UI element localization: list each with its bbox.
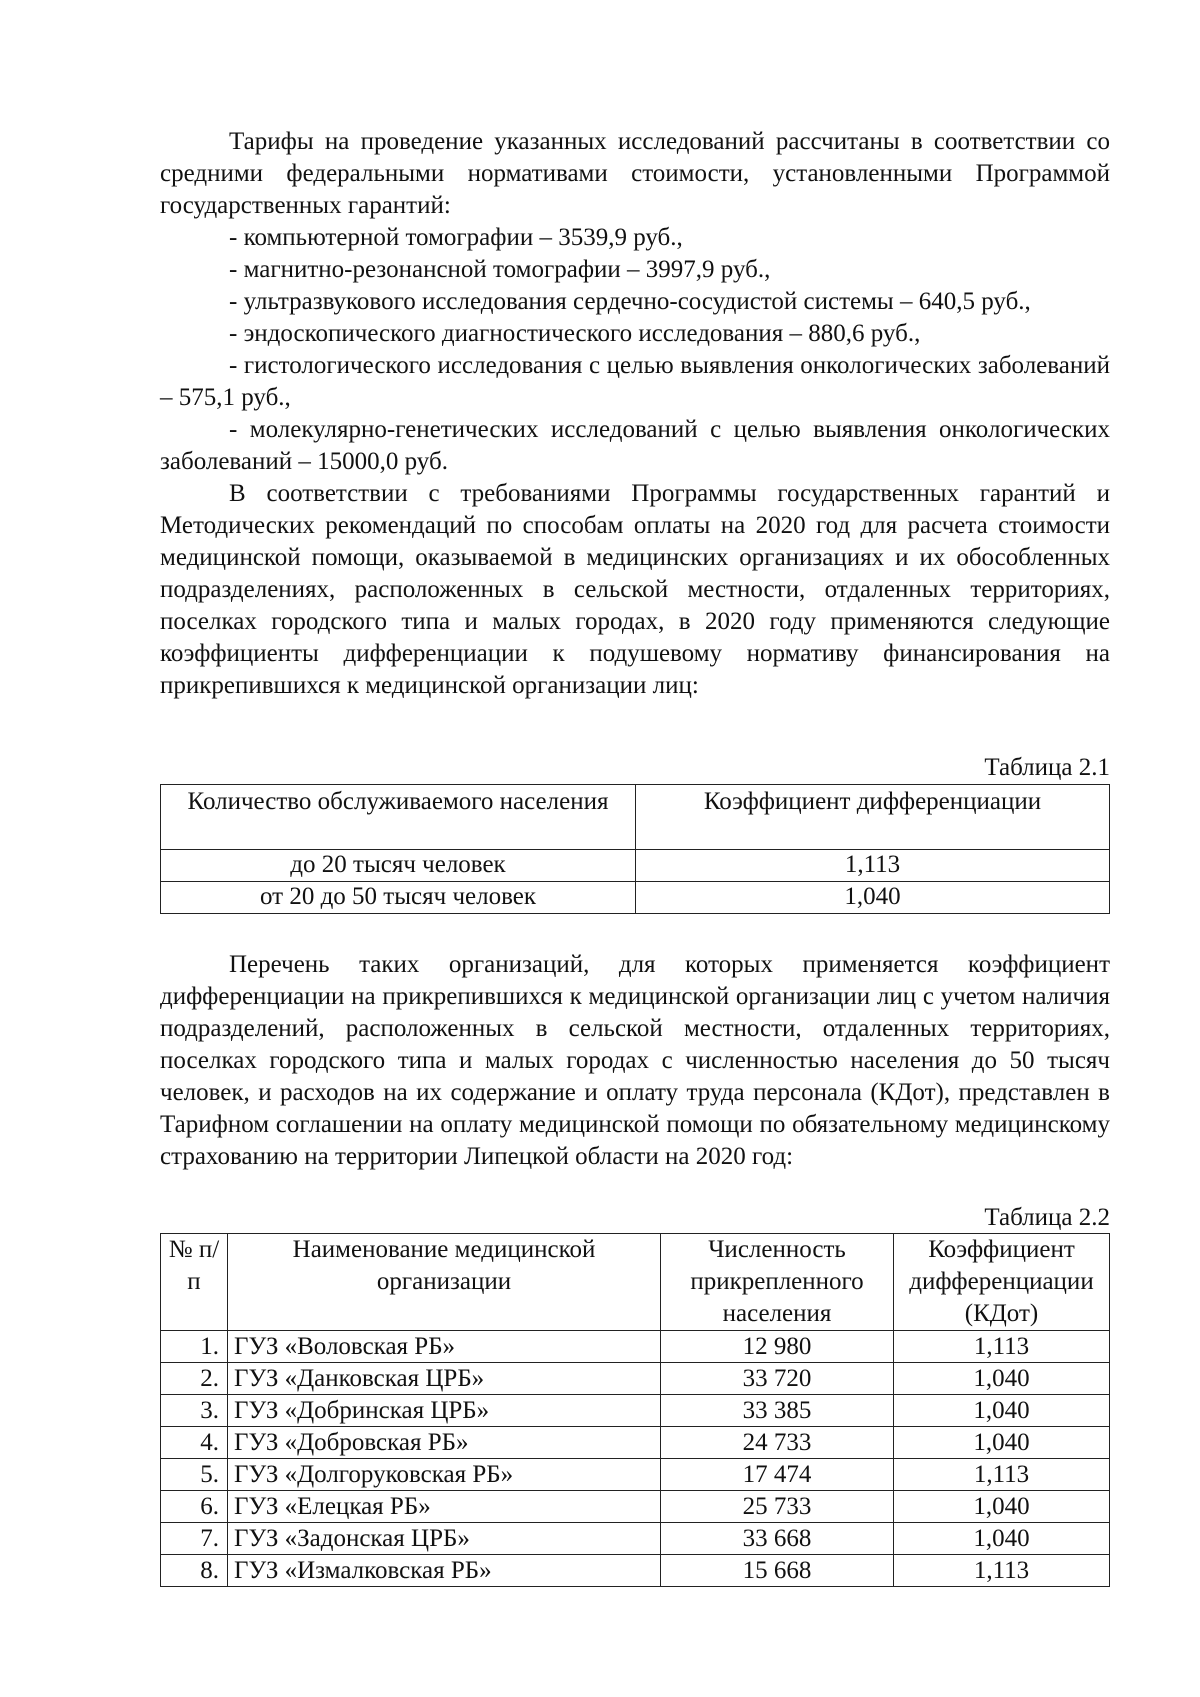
table-2 [160,1233,1110,1587]
table-header-cell: Коэффициент дифференциации [636,785,1110,850]
table-header-row [161,785,1110,850]
table-header-cell: Коэффициент дифференциации (КДот) [894,1234,1110,1331]
table-row [161,1555,1110,1587]
table-cell: 1,040 [894,1395,1110,1427]
table-header-cell: Количество обслуживаемого населения [161,785,636,850]
table-cell: 1,040 [636,882,1110,914]
table-row [161,1459,1110,1491]
table-cell: 17 474 [661,1459,894,1491]
table-cell: ГУЗ «Измалковская РБ» [228,1555,661,1587]
list-item: - молекулярно-генетических исследований с целью выявления онкологических заболеваний – 15000,0 руб. [160,416,1110,475]
paragraph-2: В соответствии с требованиями Программы государственных гарантий и Методических рекомендаций по способам оплаты на 2020 год для расчета стоимости медицинской помощи, оказываемой в медицинских организациях и их обособленных подразделениях, расположенных в сельской местности, отдаленных территориях, поселках городского типа и малых городах, в 2020 году применяются следующие коэффициенты дифференциации к подушевому нормативу финансирования на прикрепившихся к медицинской организации лиц: [160,480,1110,699]
table-row [161,1363,1110,1395]
list-item: - гистологического исследования с целью выявления онкологических заболеваний – 575,1 руб., [160,352,1110,411]
table-1 [160,784,1110,914]
table-cell: 1,040 [894,1427,1110,1459]
list-item: - ультразвукового исследования сердечно-сосудистой системы – 640,5 руб., [229,288,1031,315]
table-header-cell: Численность прикрепленного населения [661,1234,894,1331]
table-row [161,1395,1110,1427]
paragraph-3: Перечень таких организаций, для которых применяется коэффициент дифференциации на прикрепившихся к медицинской организации лиц с учетом наличия подразделений, расположенных в сельской местности, отдаленных территориях, поселках городского типа и малых городах с численностью населения до 50 тысяч человек, и расходов на их содержание и оплату труда персонала (КДот), представлен в Тарифном соглашении на оплату медицинской помощи по обязательному медицинскому страхованию на территории Липецкой области на 2020 год: [160,951,1110,1170]
table-cell: 1,040 [894,1491,1110,1523]
table-cell: 2. [161,1363,228,1395]
table-row [161,1523,1110,1555]
table-cell: 1,040 [894,1523,1110,1555]
table-cell: ГУЗ «Задонская ЦРБ» [228,1523,661,1555]
table-2-caption: Таблица 2.2 [984,1204,1110,1231]
table-cell: 1. [161,1331,228,1363]
table-1-caption: Таблица 2.1 [984,754,1110,781]
table-row [161,1331,1110,1363]
table-cell: 1,113 [894,1555,1110,1587]
table-cell: от 20 до 50 тысяч человек [161,882,636,914]
table-cell: 12 980 [661,1331,894,1363]
table-row [161,1427,1110,1459]
table-cell: ГУЗ «Долгоруковская РБ» [228,1459,661,1491]
table-cell: 15 668 [661,1555,894,1587]
table-row [161,850,1110,882]
table-cell: 1,040 [894,1363,1110,1395]
table-cell: ГУЗ «Добринская ЦРБ» [228,1395,661,1427]
table-cell: 5. [161,1459,228,1491]
table-cell: ГУЗ «Воловская РБ» [228,1331,661,1363]
table-header-cell: Наименование медицинской организации [228,1234,661,1331]
paragraph-3-section [160,949,1110,1173]
table-cell: 33 668 [661,1523,894,1555]
table-cell: 4. [161,1427,228,1459]
table-row [161,882,1110,914]
table-cell: 7. [161,1523,228,1555]
table-cell: 1,113 [894,1459,1110,1491]
table-cell: 1,113 [636,850,1110,882]
table-cell: 6. [161,1491,228,1523]
table-row [161,1491,1110,1523]
table-cell: ГУЗ «Добровская РБ» [228,1427,661,1459]
table-cell: 1,113 [894,1331,1110,1363]
intro-section [160,126,1110,702]
table-header-cell: № п/п [161,1234,228,1331]
table-cell: 33 720 [661,1363,894,1395]
table-cell: 33 385 [661,1395,894,1427]
table-cell: ГУЗ «Данковская ЦРБ» [228,1363,661,1395]
table-cell: 25 733 [661,1491,894,1523]
table-cell: 8. [161,1555,228,1587]
table-cell: 3. [161,1395,228,1427]
list-item: - эндоскопического диагностического исследования – 880,6 руб., [229,320,921,347]
table-cell: 24 733 [661,1427,894,1459]
table-cell: ГУЗ «Елецкая РБ» [228,1491,661,1523]
list-item: - компьютерной томографии – 3539,9 руб., [229,224,683,251]
list-item: - магнитно-резонансной томографии – 3997,9 руб., [229,256,771,283]
table-header-row [161,1234,1110,1331]
intro-paragraph: Тарифы на проведение указанных исследований рассчитаны в соответствии со средними федеральными нормативами стоимости, установленными Программой государственных гарантий: [160,128,1110,219]
table-cell: до 20 тысяч человек [161,850,636,882]
